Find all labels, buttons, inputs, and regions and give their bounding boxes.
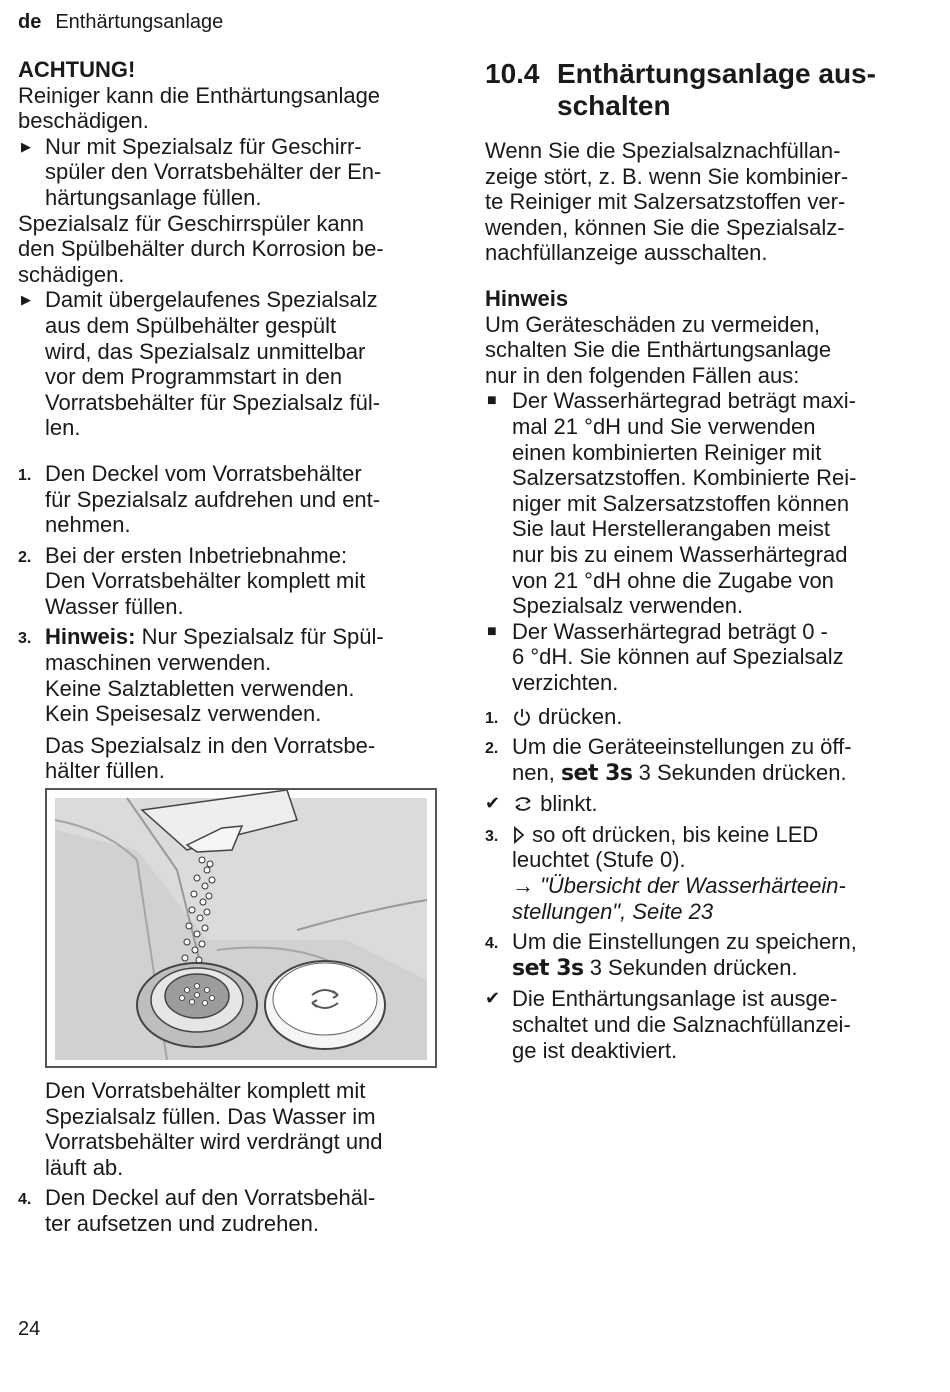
instruction-bullet xyxy=(18,134,443,211)
left-column xyxy=(18,57,443,784)
set-3s-button-label: set 3s xyxy=(512,955,584,981)
hint-title: Hinweis xyxy=(485,285,569,311)
triangle-bullet-icon: ▶ xyxy=(21,138,31,154)
warning-title: ACHTUNG! xyxy=(18,57,136,82)
step-line xyxy=(512,760,915,787)
language-tag: de xyxy=(18,11,42,33)
square-bullet-icon: ■ xyxy=(487,392,497,410)
step-number: 2. xyxy=(18,548,32,566)
step-line: Den Deckel auf den Vorratsbehäl- xyxy=(45,1185,376,1211)
result-line: Die Enthärtungsanlage ist ausge- xyxy=(512,986,838,1012)
page-number: 24 xyxy=(18,1318,41,1340)
cross-reference[interactable]: stellungen", Seite 23 xyxy=(512,898,714,924)
bullet-line: len. xyxy=(45,415,81,441)
section-heading xyxy=(485,58,915,122)
step-line xyxy=(45,624,443,650)
hint-line: nur in den folgenden Fällen aus: xyxy=(485,362,800,388)
result-text: blinkt. xyxy=(534,791,598,817)
step-4 xyxy=(18,1185,443,1236)
condition-line: Der Wasserhärtegrad beträgt 0 - xyxy=(512,618,828,644)
step-line xyxy=(512,822,915,848)
step-line xyxy=(512,704,915,730)
intro-line: te Reiniger mit Salzersatzstoffen ver- xyxy=(485,189,846,215)
salt-refill-icon xyxy=(512,794,534,814)
condition-line: 6 °dH. Sie können auf Spezialsalz xyxy=(512,644,844,670)
step-line: Um die Geräteeinstellungen zu öff- xyxy=(512,734,852,760)
step-text: nen, xyxy=(512,759,561,785)
bullet-line: wird, das Spezialsalz unmittelbar xyxy=(45,338,366,364)
step-line: Den Vorratsbehälter komplett mit xyxy=(45,1078,366,1103)
warning-line: Reiniger kann die Enthärtungsanlage xyxy=(18,82,381,108)
instruction-bullet xyxy=(18,287,443,441)
warning-para: Spezialsalz für Geschirrspüler kann xyxy=(18,210,365,236)
result-2 xyxy=(485,986,915,1063)
condition-line: nur bis zu einem Wasserhärtegrad xyxy=(512,541,848,567)
step-number: 1. xyxy=(485,710,499,728)
step-line: leuchtet (Stufe 0). xyxy=(512,847,686,873)
step-3 xyxy=(18,624,443,784)
step-3-continued xyxy=(18,1078,443,1180)
step-line: Bei der ersten Inbetriebnahme: xyxy=(45,542,348,568)
condition-line: Spezialsalz verwenden. xyxy=(512,593,744,619)
step-number: 4. xyxy=(18,1191,32,1209)
intro-line: nachfüllanzeige ausschalten. xyxy=(485,240,768,266)
condition-item xyxy=(485,619,915,696)
step-line: Den Vorratsbehälter komplett mit xyxy=(45,568,366,594)
hint-text: Nur Spezialsalz für Spül- xyxy=(135,624,384,650)
step-line: Das Spezialsalz in den Vorratsbe- xyxy=(45,732,376,758)
bullet-line: Nur mit Spezialsalz für Geschirr- xyxy=(45,133,362,159)
step-1 xyxy=(18,461,443,538)
cross-reference[interactable]: → "Übersicht der Wasserhärteein- xyxy=(512,873,846,899)
step-line: hälter füllen. xyxy=(45,758,165,784)
step-1 xyxy=(485,704,915,730)
step-number: 4. xyxy=(485,935,499,953)
hint-line: Um Geräteschäden zu vermeiden, xyxy=(485,311,821,337)
result-1 xyxy=(485,791,915,817)
step-text: so oft drücken, bis keine LED xyxy=(526,821,819,847)
step-line: Wasser füllen. xyxy=(45,593,184,619)
condition-line: verzichten. xyxy=(512,669,619,695)
running-header xyxy=(18,9,223,35)
bullet-line: Vorratsbehälter für Spezialsalz fül- xyxy=(45,389,381,415)
section-title-line: schalten xyxy=(557,90,671,121)
set-3s-button-label: set 3s xyxy=(560,760,633,786)
step-number: 1. xyxy=(18,466,32,484)
result-line: schaltet und die Salznachfüllanzei- xyxy=(512,1012,851,1037)
step-line: für Spezialsalz aufdrehen und ent- xyxy=(45,486,381,512)
square-bullet-icon: ■ xyxy=(487,622,497,640)
result-line: ge ist deaktiviert. xyxy=(512,1037,678,1063)
step-number: 3. xyxy=(18,630,32,648)
hint-line: schalten Sie die Enthärtungsanlage xyxy=(485,337,832,363)
bullet-line: vor dem Programmstart in den xyxy=(45,364,343,390)
step-line: maschinen verwenden. xyxy=(45,650,272,676)
step-4 xyxy=(485,929,915,981)
bullet-line: härtungsanlage füllen. xyxy=(45,184,262,210)
step-line: Den Deckel vom Vorratsbehälter xyxy=(45,460,362,486)
step-text: drücken. xyxy=(532,704,623,730)
intro-line: wenden, können Sie die Spezialsalz- xyxy=(485,214,845,240)
warning-para: schädigen. xyxy=(18,261,125,287)
step-line: Keine Salztabletten verwenden. xyxy=(45,675,355,701)
step-number: 2. xyxy=(485,740,499,758)
step-line: läuft ab. xyxy=(45,1154,124,1180)
check-icon: ✔ xyxy=(485,793,501,814)
section-number: 10.4 xyxy=(485,58,540,89)
step-3 xyxy=(485,822,915,924)
header-section: Enthärtungsanlage xyxy=(55,11,224,33)
condition-line: niger mit Salzersatzstoffen können xyxy=(512,490,850,516)
step-number: 3. xyxy=(485,827,499,845)
step-line: nehmen. xyxy=(45,512,131,538)
condition-line: Sie laut Herstellerangaben meist xyxy=(512,516,830,542)
power-icon xyxy=(512,707,532,727)
step-2 xyxy=(18,543,443,620)
condition-line: mal 21 °dH und Sie verwenden xyxy=(512,413,816,439)
bullet-line: Damit übergelaufenes Spezialsalz xyxy=(45,287,378,313)
salt-filling-illustration xyxy=(45,788,437,1068)
section-title-line: Enthärtungsanlage aus- xyxy=(557,58,876,89)
bullet-line: aus dem Spülbehälter gespült xyxy=(45,312,337,338)
step-line: ter aufsetzen und zudrehen. xyxy=(45,1210,319,1236)
step-line: Um die Einstellungen zu speichern, xyxy=(512,929,857,955)
step-line: Spezialsalz füllen. Das Wasser im xyxy=(45,1103,376,1129)
step-2 xyxy=(485,734,915,786)
intro-line: Wenn Sie die Spezialsalznachfüllan- xyxy=(485,138,841,163)
intro-line: zeige stört, z. B. wenn Sie kombinier- xyxy=(485,163,849,189)
triangle-bullet-icon: ▶ xyxy=(21,292,31,308)
condition-item xyxy=(485,388,915,618)
condition-line: einen kombinierten Reiniger mit xyxy=(512,439,822,465)
step-text: 3 Sekunden drücken. xyxy=(583,954,798,980)
next-arrow-icon xyxy=(512,825,526,845)
right-column xyxy=(485,58,915,1063)
warning-para: den Spülbehälter durch Korrosion be- xyxy=(18,236,384,262)
step-text: 3 Sekunden drücken. xyxy=(632,759,847,785)
step-line: Vorratsbehälter wird verdrängt und xyxy=(45,1129,383,1155)
condition-line: von 21 °dH ohne die Zugabe von xyxy=(512,567,834,593)
condition-line: Der Wasserhärtegrad beträgt maxi- xyxy=(512,388,856,414)
condition-line: Salzersatzstoffen. Kombinierte Rei- xyxy=(512,465,857,491)
step-line: Kein Speisesalz verwenden. xyxy=(45,701,322,727)
warning-line: beschädigen. xyxy=(18,108,149,134)
bullet-line: spüler den Vorratsbehälter der En- xyxy=(45,159,382,185)
result-line xyxy=(512,791,915,817)
step-line xyxy=(512,955,915,982)
check-icon: ✔ xyxy=(485,988,501,1009)
hint-label: Hinweis: xyxy=(45,624,136,650)
left-column-lower xyxy=(18,1078,443,1237)
